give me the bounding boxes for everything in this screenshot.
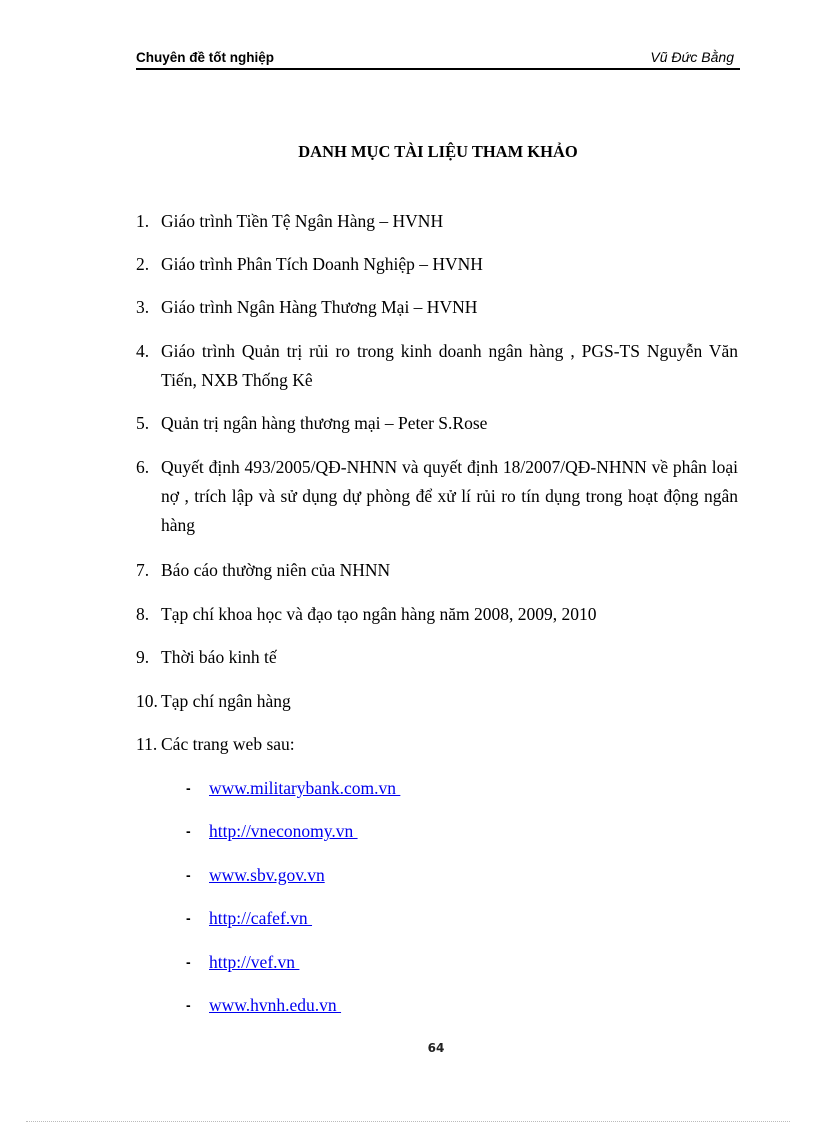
reference-text: Tạp chí ngân hàng	[161, 691, 291, 711]
page-break-divider	[26, 1121, 790, 1122]
website-link[interactable]: www.sbv.gov.vn	[209, 865, 325, 885]
website-link[interactable]: http://vef.vn	[209, 952, 300, 972]
dash-bullet-icon: -	[186, 910, 191, 926]
reference-number: 2.	[136, 254, 150, 274]
reference-item	[136, 556, 738, 585]
reference-item	[136, 250, 738, 279]
reference-number: 6.	[136, 457, 150, 477]
reference-number: 7.	[136, 560, 150, 580]
reference-text: Các trang web sau:	[161, 734, 295, 754]
page-title: DANH MỤC TÀI LIỆU THAM KHẢO	[298, 142, 578, 161]
reference-text: Quyết định 493/2005/QĐ-NHNN và quyết định 18/2007/QĐ-NHNN về phân loại nợ , trích lập và sử dụng dự phòng để xử lí rủi ro tín dụng trong hoạt động ngân hàng	[161, 457, 738, 535]
reference-text: Thời báo kinh tế	[161, 647, 277, 667]
reference-number: 1.	[136, 211, 150, 231]
dash-bullet-icon: -	[186, 823, 191, 839]
dash-bullet-icon: -	[186, 997, 191, 1013]
website-link[interactable]: www.hvnh.edu.vn	[209, 995, 342, 1015]
reference-item	[136, 600, 738, 629]
reference-text: Giáo trình Phân Tích Doanh Nghiệp – HVNH	[161, 254, 483, 274]
reference-item	[136, 337, 738, 395]
reference-item	[136, 643, 738, 672]
reference-item	[136, 409, 738, 438]
reference-number: 4.	[136, 341, 150, 361]
website-link[interactable]: http://cafef.vn	[209, 908, 313, 928]
reference-item	[136, 453, 738, 540]
reference-text: Quản trị ngân hàng thương mại – Peter S.Rose	[161, 413, 488, 433]
website-link[interactable]: http://vneconomy.vn	[209, 821, 358, 841]
reference-item	[136, 207, 738, 236]
header-document-type: Chuyên đề tốt nghiệp	[136, 50, 274, 65]
reference-number: 10.	[136, 691, 158, 711]
reference-item	[136, 293, 738, 322]
reference-text: Giáo trình Ngân Hàng Thương Mại – HVNH	[161, 297, 478, 317]
reference-number: 11.	[136, 734, 158, 754]
reference-number: 3.	[136, 297, 150, 317]
reference-item	[136, 687, 738, 716]
page-header	[136, 48, 740, 70]
reference-number: 8.	[136, 604, 150, 624]
reference-text: Giáo trình Quản trị rủi ro trong kinh doanh ngân hàng , PGS-TS Nguyễn Văn Tiến, NXB Thống Kê	[161, 341, 738, 390]
header-author: Vũ Đức Bằng	[650, 49, 734, 65]
dash-bullet-icon: -	[186, 780, 191, 796]
page-number: 64	[427, 1041, 445, 1055]
reference-text: Tạp chí khoa học và đạo tạo ngân hàng năm 2008, 2009, 2010	[161, 604, 597, 624]
reference-item	[136, 730, 738, 759]
dash-bullet-icon: -	[186, 954, 191, 970]
reference-number: 5.	[136, 413, 150, 433]
reference-number: 9.	[136, 647, 150, 667]
reference-text: Báo cáo thường niên của NHNN	[161, 560, 391, 580]
reference-text: Giáo trình Tiền Tệ Ngân Hàng – HVNH	[161, 211, 444, 231]
website-link[interactable]: www.militarybank.com.vn	[209, 778, 401, 798]
dash-bullet-icon: -	[186, 867, 191, 883]
